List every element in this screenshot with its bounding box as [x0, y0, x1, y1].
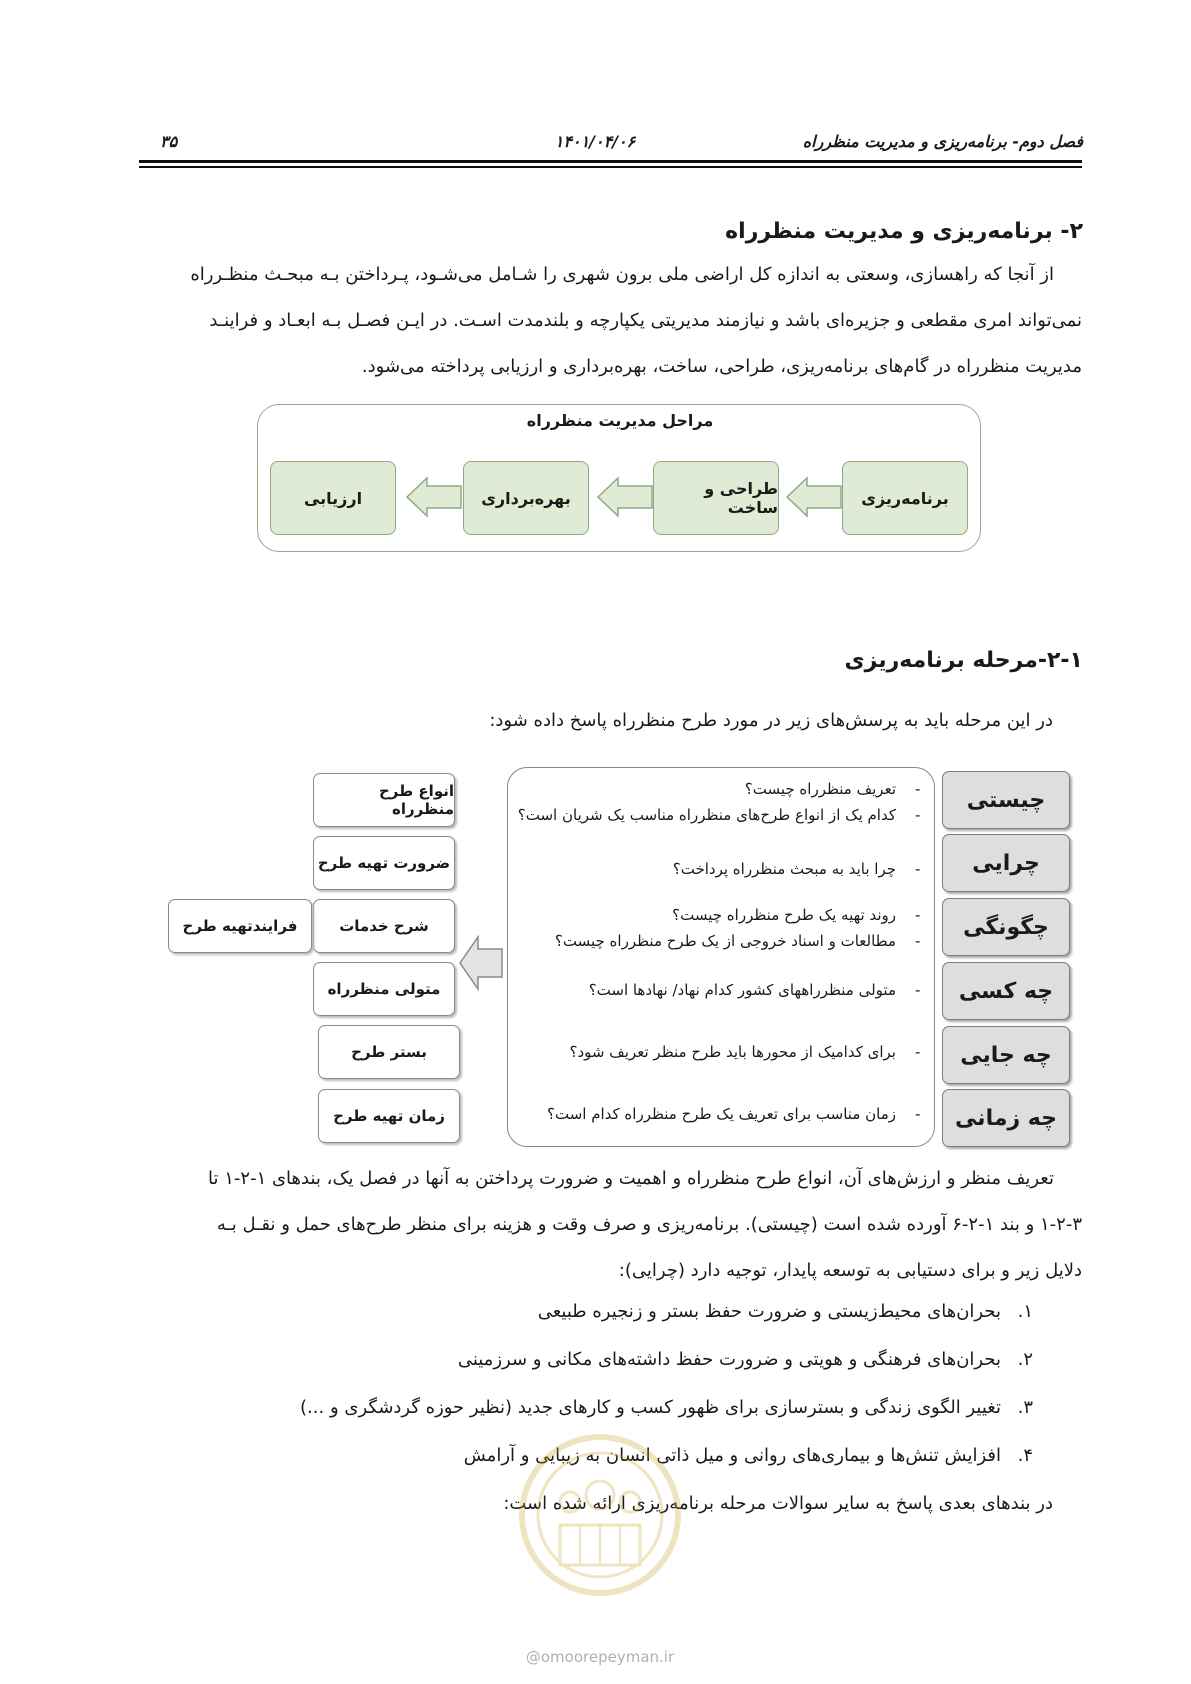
body-paragraph: [141, 1156, 1082, 1294]
list-number: ۴.: [1017, 1445, 1033, 1466]
stage-design-construction: طراحی و ساخت: [653, 461, 779, 535]
question-dash: -: [915, 780, 921, 798]
seal-logo: [515, 1430, 685, 1600]
answer-box: شرح خدمات: [313, 899, 455, 953]
stage-operation: بهره‌برداری: [463, 461, 589, 535]
question-dash: -: [915, 906, 921, 924]
section-heading: ۲- برنامه‌ریزی و مدیریت منظرراه: [725, 219, 1083, 244]
header-rule: [139, 160, 1082, 163]
answer-box: متولی منظرراه: [313, 962, 455, 1016]
paragraph-line: از آنجا که راهسازی، وسعتی به اندازه کل اراضی ملی برون شهری را شـامل می‌شـود، پـرداختن بـه مبحـث منظـرراه: [190, 264, 1054, 285]
subsection-heading: ۲-۱-مرحله برنامه‌ریزی: [844, 648, 1083, 673]
category-why: چرایی: [942, 834, 1070, 892]
paragraph-line: ۱-۲-۳ و بند ۱-۲-۶ آورده شده است (چیستی). برنامه‌ریزی و صرف وقت و هزینه برای منظر طرح‌های حمل و نقـل بـه: [216, 1214, 1082, 1235]
running-header-date: ۱۴۰۱/۰۴/۰۶: [554, 132, 636, 151]
arrow-left-icon: [405, 476, 463, 518]
process-diagram-title: مراحل مدیریت منظرراه: [526, 411, 714, 430]
question-item: کدام یک از انواع طرح‌های منظرراه مناسب یک شریان است؟: [517, 806, 896, 824]
arrow-left-icon: [458, 935, 504, 991]
paragraph-line: دلایل زیر و برای دستیابی به توسعه پایدار، توجیه دارد (چرایی):: [618, 1260, 1082, 1281]
list-number: ۳.: [1017, 1397, 1033, 1418]
process-side-box: فرایندتهیه طرح: [168, 899, 312, 953]
question-item: مطالعات و اسناد خروجی از یک طرح منظرراه چیست؟: [554, 932, 896, 950]
question-dash: -: [915, 932, 921, 950]
answer-box: بستر طرح: [318, 1025, 460, 1079]
question-item: برای کدامیک از محورها باید طرح منظر تعریف شود؟: [569, 1043, 896, 1061]
list-item: بحران‌های محیط‌زیستی و ضرورت حفظ بستر و زنجیره طبیعی: [537, 1301, 1001, 1322]
closing-line: در بندهای بعدی پاسخ به سایر سوالات مرحله برنامه‌ریزی ارائه شده است:: [503, 1493, 1053, 1514]
category-how: چگونگی: [942, 898, 1070, 956]
answer-box: زمان تهیه طرح: [318, 1089, 460, 1143]
question-item: زمان مناسب برای تعریف یک طرح منظرراه کدام است؟: [547, 1105, 896, 1123]
arrow-left-icon: [596, 476, 654, 518]
category-when: چه زمانی: [942, 1089, 1070, 1147]
list-number: ۱.: [1017, 1301, 1033, 1322]
answer-box: ضرورت تهیه طرح: [313, 836, 455, 890]
arrow-left-icon: [785, 476, 843, 518]
list-item: تغییر الگوی زندگی و بسترسازی برای ظهور کسب و کارهای جدید (نظیر حوزه گردشگری و ...): [300, 1397, 1001, 1418]
question-dash: -: [915, 1043, 921, 1061]
category-who: چه کسی: [942, 962, 1070, 1020]
stage-evaluation: ارزیابی: [270, 461, 396, 535]
answer-box: انواع طرح منظرراه: [313, 773, 455, 827]
question-item: چرا باید به مبحث منظرراه پرداخت؟: [672, 860, 896, 878]
list-item: افزایش تنش‌ها و بیماری‌های روانی و میل ذاتی انسان به زیبایی و آرامش: [463, 1445, 1001, 1466]
question-item: تعریف منظرراه چیست؟: [744, 780, 896, 798]
question-dash: -: [915, 1105, 921, 1123]
stage-planning: برنامه‌ریزی: [842, 461, 968, 535]
question-item: متولی منظرراههای کشور کدام نهاد/ نهادها است؟: [588, 981, 896, 999]
paragraph-line: مدیریت منظرراه در گام‌های برنامه‌ریزی، طراحی، ساخت، بهره‌برداری و ارزیابی پرداخته می‌شود.: [361, 356, 1082, 377]
list-number: ۲.: [1017, 1349, 1033, 1370]
watermark-text: @omoorepeyman.ir: [525, 1648, 675, 1666]
paragraph-line: تعریف منظر و ارزش‌های آن، انواع طرح منظرراه و اهمیت و ضرورت پرداختن به آنها در فصل یک، بندهای ۱-۲-۱ تا: [208, 1168, 1054, 1189]
list-item: بحران‌های فرهنگی و هویتی و ضرورت حفظ داشته‌های مکانی و سرزمینی: [457, 1349, 1001, 1370]
subsection-intro: در این مرحله باید به پرسش‌های زیر در مورد طرح منظرراه پاسخ داده شود:: [489, 710, 1053, 731]
question-dash: -: [915, 981, 921, 999]
category-where: چه جایی: [942, 1026, 1070, 1084]
question-dash: -: [915, 860, 921, 878]
header-rule-thin: [139, 166, 1082, 168]
page-number: ۳۵: [160, 132, 178, 151]
question-dash: -: [915, 806, 921, 824]
section-paragraph: [141, 252, 1082, 390]
running-header-chapter: فصل دوم- برنامه‌ریزی و مدیریت منظرراه: [802, 132, 1083, 151]
category-what: چیستی: [942, 771, 1070, 829]
paragraph-line: نمی‌تواند امری مقطعی و جزیره‌ای باشد و نیازمند مدیریتی یکپارچه و بلندمدت اسـت. در ایـن فصـل بـه ابعـاد و فراینـد: [209, 310, 1082, 331]
question-item: روند تهیه یک طرح منظرراه چیست؟: [672, 906, 896, 924]
questions-frame: [507, 767, 935, 1147]
